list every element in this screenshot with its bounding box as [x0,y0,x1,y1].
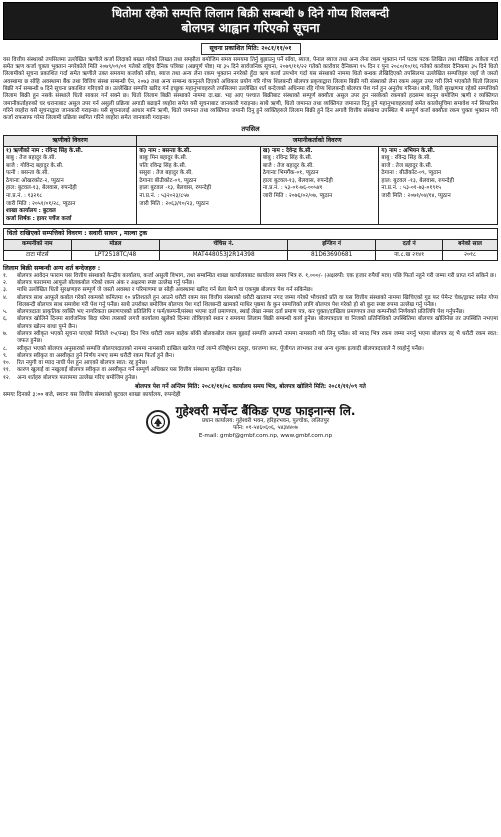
asset-header-cell: इन्जिन नं [287,240,375,250]
guarantor-b-cell [260,146,379,224]
company-footer [3,404,498,440]
submission-info: बोलपत्र पेश गर्ने अन्तिम मिति: २०८१/११/०८ कार्यालय समय भित्र, बोलपत्र खोलिने मिति: २०८१/११/०९ गते [135,383,366,390]
guarantor-b-line: ना.प्र.नं. : ५३-०१-७६-००५४१ [262,185,323,192]
asset-cell: 81D63690681 [287,250,375,260]
condition-item [3,346,498,353]
condition-text: बोलपत्र साथ आफूले कबोल गरेको रकमको कमितमा १० प्रतिशतले हुन आउने धरौटी रकम यस वित्तीय संस्थाको धरौटी खातामा नगद जम्मा गरेको भौचरको प्रति वा यस वित्तीय संस्थाको नाममा खिचिएको गुड फर पेमेन्ट चेक/ड्राफ्ट समेत गोप्य शिलबन्दी बोलपत्र साथ समावेश गरी पेश गर्नु पर्नेछ। साथै उपरोक्त बमोजिम बोलपत्र पेश गर्दा शिलबन्दी खामको माथिर पृष्ठमा के कुन सम्पत्तिको लागि बोलपत्र पेश गरेको हो सो कुरा स्पष्ट रुपमा उल्लेख गर्नु पर्नेछ। [17,294,498,308]
conditions-title: लिलाम बिक्री सम्बन्धी अन्य शर्त बन्देजहरु : [3,264,101,272]
guarantor-a-line: जारी मिति : २०६३/१०/२३, प्युठान [139,200,209,207]
condition-number: २. [3,280,8,287]
guarantor-b-line: ठेगानाः भिमगैंक-०१, प्युठान [262,170,319,177]
condition-text: बोलपत्र फाराममा आफूले बोलकबोल गरेको रकम अंक र अक्षरमा स्पष्ट उल्लेख गर्नु पर्नेछ। [17,280,195,287]
asset-header-cell: चेचिस नं. [160,240,288,250]
company-info [176,404,356,440]
company-logo-icon [146,410,170,434]
guarantor-a-line: हालः बुटवल -१३, बेलवास, रुपन्देही [139,185,212,192]
asset-cell: २०१८ [443,250,498,260]
banner-title-line-1: धितोमा रहेको सम्पत्ति लिलाम बिक्री सम्बन्धी ७ दिने गोप्य शिलबन्दी [112,6,389,20]
guarantor-b-line: हालः बुटवल-१३, बेलवास, रुपन्देही [262,177,333,184]
asset-header-cell: मोडल [71,240,160,250]
borrower-line: जारी मिति : २०५१/०१/२८, प्युठान [6,200,76,207]
notice-date: सूचना प्रकाशित मिति: २०८१/११/०१ [201,43,301,55]
borrower-line: हाल: बुटवल-१३, बेलवास, रुपन्देही [6,185,77,192]
company-address: प्रधान कार्यालय: गुहेश्वरी भवन, हरिहरभवन, पुल्चोक, ललितपुर [201,418,330,425]
notice-banner [3,2,498,40]
condition-number: १२. [3,374,11,381]
asset-table-row [4,250,498,260]
condition-item [3,316,498,331]
borrower-line: कर्जा शिर्षक : हायर पर्चेज कर्जा [6,215,72,222]
condition-number: १०. [3,360,11,367]
company-name: गुहेश्वरी मर्चेन्ट बैंकिङ एण्ड फाइनान्स लि. [175,403,356,418]
condition-number: ९. [3,352,8,359]
condition-text: बोलपत्र स्वीकृत भएको सूचना पाएको मितिले १५(पन्ध्र) दिन भित्र धरौटी रकम बाहेक बाँकी बोलकबोल रकम बुझाई सम्पत्ति आफ्नो नाममा नामसारी गरी लिनु पर्नेछ। सो म्याद भित्र रकम जम्मा नगर्नु भएमा बोलपत्र रद्द भै धरौटी रकम स्वत: जफत हुनेछ। [17,330,498,345]
notice-date-wrap [3,43,498,55]
intro-paragraph: यस वित्तीय संस्थाको तपसिलमा उल्लेखित ऋणीले कर्जा लिदाको बखत गरेको लिखत तथा सम्झौता बमोजिम समय समयमा तिर्नु बुझाउनु पर्ने साँवा, ब्याज, पेनाल ब्याज तथा अन्य लेना रकम भुक्तान गर्न पटक पटक लिखित तथा मौखिक ताकेता गर्दा समेत ऋण कर्जा चुक्ता भुक्तान नगरेकोले मिति २०७९/०९/०१ गतेको राष्ट्रिय दैनिक पत्रिका (अन्नपूर्ण पोष्ट) मा ३५ दिने सार्वजनिक सूचना, २०७९/११/२२ गतेको कारोवार दैनिकमा १५ दिन र पुनः २०८०/१०/१६ गतेको कारोवार दैनिकमा ३५ दिने धितो लिलामीको सूचना प्रकाशित गर्दा समेत ऋणीले उक्त समयमा कर्जाको साँवा, ब्याज तथा अन्य लेना रकम भुक्तान नगरेको हुँदा ऋण कर्जा उपभोग गर्दा यस संस्थाको नाममा धितो बन्धक लेखिदिएको तपसिलमा उल्लेखित सम्पत्तिहरु जहाँ जे जस्तो अवस्थामा छ सोहि अवस्थामा बैंक तथा वित्तिय संस्था सम्बन्धी ऐन, २०७३ तथा अन्य सम्बन्ध कानूनले दिएको अधिकार प्रयोग गरि गोप्य शिलबन्दी बोलपत्र प्रकृयाद्वारा लिलाम बिक्री गरी संस्थाको लेना रकम असुल उपर गरी लिने भएकोले धितो लिलाम बिक्री गर्न सम्बन्धी ७ दिने सूचना प्रकाशित गरिएको छ। उल्लेखित सम्पत्ति खरिद गर्न इच्छुक महानुभावहरुले तपसिलमा उल्लेखित शर्त बन्देजको अधिनमा रहि गोप्य शिलबन्दी बोलपत्र पेश गर्न हुन अनुरोध गरिन्छ। साथै, धितो सुरक्षणमा रहेको सम्पत्तिको लिलाम बिक्री हुन नसके संस्थाले धितो साकार गर्न सक्ने छ। धितो लिलाम बिक्री संस्थाको नाममा दा.खा. भइ आए पश्चात बिक्रीबाट संस्थाको सम्पूर्ण बक्यौता असुल उपर हुन नसकेको रकमको हदसम्म कानून बमोजिम ऋणी र व्यक्तिगत जमानीकर्ताहरुको घर धरानाबाट असुल उपर गर्न असुली प्रक्रिया अगाडी बढाइने व्यहोरा समेत यसै सूचनाबाट जानकारी गराइन्छ। साथै ऋणी, धितो जमानत तथा व्यक्तिगत जमानत दिनु हुने महानुभावहरुलाई समेत कालोसूचिमा समावेश गर्न सिफारिस गरिने व्यहोरा यसै सूचनाद्वारा जानकारी गराइन्छ। यसै सूचनालाई आधार मानि ऋणी, धितो जमानत तथा व्यक्तिगत जमानी दिनु हुने व्यक्तिहरुले लिलाम बिक्री हुने दिन अगावै वित्तीय संस्थामा उपस्थित भै सम्पूर्ण कर्जा बक्यौता रकम चुक्ता भुक्तान गरी कर्जा राफसाफ गरेमा लिलामी प्रक्रिया स्थगित गरिने व्यहोरा समेत जानकारी गराइन्छ। [3,56,498,122]
asset-table-head [4,240,498,250]
borrower-line: बाजे : गोविन्द बहादुर के.सी. [6,162,64,169]
condition-number: ८. [3,345,8,352]
condition-text: अन्य शर्तहरु बोलपत्र फाराममा उल्लेख गरिए बमोजिम हुनेछ। [17,374,138,381]
guarantor-a-line: पतिः रविन्द्र सिंह के.सी. [139,162,187,169]
guarantor-c-line: बाजे : तेज बहादुर के.सी. [381,162,433,169]
guarantor-c-line: बाबु : रविन्द्र सिंह के.सी. [381,155,432,162]
guarantor-a-line: क) नाम : बसन्ता के.सी. [139,147,192,154]
guarantor-c-line: ग) नाम : अभियन के.सी. [381,147,435,154]
guarantor-b-line: जारी मिति : २०७६/०२/०७, प्युठान [262,192,333,199]
guarantor-a-line: ठेगानाः बीउीकोट-०९, प्युठान [139,177,197,184]
guarantor-b-line: बाजे : तेज बहादुर के.सी. [262,162,314,169]
asset-cell: MAT448053J2R14398 [160,250,288,260]
borrower-line: १) ऋणीको नाम : रविन्द्र सिंह के.सी. [6,147,83,154]
banner-title-line-2: बोलपत्र आह्वान गरिएको सूचना [181,20,320,36]
guarantor-a-line: ना.प्र.नं. : ५३२०२३/८५७ [139,192,190,199]
asset-header-cell: कम्पनीको नाम [4,240,72,250]
guarantor-c-line: जारी मिति : २०७१/०४/१४, प्युठान [381,192,451,199]
condition-text: बोलपत्र स्वीकृत वा अस्वीकृत हुने निर्णय नभए सम्म धरौटी रकम फिर्ता हुने छैन। [17,352,175,359]
condition-number: १. [3,272,8,279]
condition-text: बोलपत्र खोलिने दिनमा सार्वजनिक बिदा परेमा त्यसको लगत्तै कार्यालय खुलेको दिनमा तोकिएको स्थान र समयमा लिलाम बिक्री सम्बन्धी कार्य हुनेछ। बोलपत्रदाता वा निजको प्रतिनिधिको उपस्थितिमा बोलपत्र खोलिनेछ तर उपस्थिति नभएमा बोलपत्र खोल्न बाधा पुग्ने छैन। [17,316,498,330]
condition-item [3,331,498,346]
condition-text: स्वीकृत भएको बोलपत्र अनुसारको सम्पत्ति बोलपत्रदाताको नाममा नामसारी दाखिल खारेज गर्दा लाग्ने रजिष्ट्रेशन दस्तुर, घरजग्गा कर, पूँजीगत लाभकर तथा अन्य शुल्क इत्यादी बोलपत्रदाताले नै व्यहोर्नु पर्नेछ। [17,345,424,352]
asset-cell: LPT2518TC/48 [71,250,160,260]
guarantor-c-line: ठेगाना : बीउीकोट-०९, प्युठान [381,170,442,177]
guarantor-c-line: ना.प्र.नं. : ५३-०१-७३-०१९१५ [381,185,442,192]
guarantor-a-line: ससुरा : तेज बहादुर के.सी. [139,170,193,177]
condition-number: ५. [3,309,8,316]
condition-number: ६. [3,316,8,323]
condition-item [3,375,498,382]
condition-text: बोलपत्रदाता प्राकृतिक व्यक्ति भए नागरिकता प्रमाणपत्रको प्रतिलिपि र फर्म/कम्पनी/संस्था भएमा दर्ता प्रमाणपत्र, स्थाई लेखा नम्बर दर्ता प्रमाण पत्र, कर चुक्ता/दाखिला प्रमाणपत्र तथा कम्पनीको निर्णयको प्रतिलिपि पेश गर्नुपर्नेछ। [17,309,465,316]
borrower-line: पत्नी : बसन्ता के.सी. [6,170,50,177]
condition-text: रित नपुगी वा म्याद नाघी पेश हुन आएको बोलपत्र स्वत: रद्द हुनेछ। [17,360,148,367]
condition-number: ३. [3,287,8,294]
asset-section-title: धितो राखिएको सम्पत्तिको विवरण : सवारी साधन , माल्वा ट्रक [3,228,498,239]
asset-table [3,239,498,261]
asset-header-cell: दर्ता नं [376,240,443,250]
company-email-web: E-mail: gmbf@gmbf.com.np, www.gmbf.com.np [198,432,333,439]
asset-cell: ना.८.ख २१४१ [376,250,443,260]
guarantor-b-line: बाबु : रविन्द्र सिंह के.सी. [262,155,313,162]
guarantor-b-line: ख) नाम : देवेन्द्र के.सी. [262,147,313,154]
condition-text: कारण खुलाई वा नखुलाई बोलपत्र स्वीकृत वा अस्वीकृत गर्ने सम्पूर्ण अधिकार यस वित्तीय संस्थामा सुरक्षित रहनेछ। [17,367,242,374]
guarantor-a-cell [137,146,261,224]
borrower-line: ना.प्र.नं. : १३२१८ [6,192,43,199]
borrower-line: शाखा कार्यालय : बुटवल [6,208,56,215]
conditions-list [3,273,498,382]
parties-table-head [4,135,498,146]
condition-item [3,295,498,310]
condition-text: बोलपत्र आवेदन फाराम यस वित्तीय संस्थाको केन्द्रीय कार्यालय, कर्जा असुली विभाग, तथा सम्बन्धित शाखा कार्यालयबाट कार्यालय समय भित्र रु. १,०००/- (अक्षरुपी: एक हजार रुपैयाँ मात्र) पछि फिर्ता नहुने गरी जम्मा गरी प्राप्त गर्न सकिने छ। [17,272,497,279]
borrower-line: ठेगानाः ओखरकोट-२, प्युठान [6,177,64,184]
borrower-line: बाबु : तेज बहादुर के.सी. [6,155,57,162]
condition-number: ४. [3,294,8,301]
borrower-cell [4,146,137,224]
guarantor-c-cell [379,146,498,224]
asset-cell: टाटा मोटर्स [4,250,72,260]
guarantor-a-line: बाबुः मिन बहादुर के.सी. [139,155,188,162]
parties-table [3,135,498,225]
condition-number: ११. [3,367,11,374]
borrower-header: ऋणीको विवरण [4,135,137,146]
contact-info: समयः दिनको ३:०० बजे, स्थानः यस वित्तीय संस्थाको बुटवल शाखा कार्यालय, रुपन्देही [3,392,181,399]
guarantor-c-line: हाल: बुटवल -१३, बेलवास, रुपन्देही [381,177,454,184]
condition-number: ७. [3,330,8,337]
guarantor-header: जमानीकर्ताको विवरण [137,135,498,146]
condition-text: माथि उल्लेखित धितो सुरक्षणहरु सम्पूर्ण जे जस्तो अवस्था र परिमाणमा छ सोही अवस्थामा खरिद गर्न बेला बेल्नै वा एकमुष्ठ बोलपत्र पेश गर्न सकिनेछ। [17,287,313,294]
company-phone: फोन: ०१-५४६०६०६, ५४३४४०७ [233,425,298,432]
condition-item [3,367,498,374]
schedule-title: तपसिल [241,125,260,134]
asset-header-cell: बनेको साल [443,240,498,250]
condition-item [3,287,498,294]
parties-table-row [4,146,498,224]
condition-item [3,353,498,360]
